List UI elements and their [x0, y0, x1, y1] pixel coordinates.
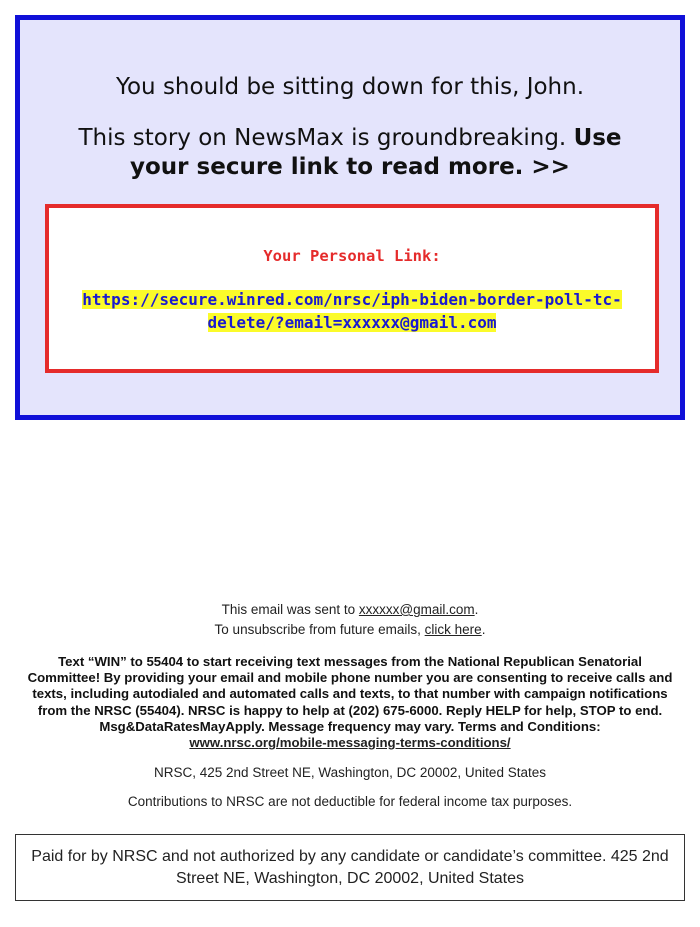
sms-disclaimer-text: Text “WIN” to 55404 to start receiving text messages from the National Republican Senatorial Committee! By providing your email and mobile phone number you are consenting to receive calls and texts, including autodialed and automated calls and texts, to that number with campaign notifications from the NRSC (55404). NRSC is happy to help at (202) 675-6000. Reply HELP for help, STOP to end. Msg&DataRatesMayApply. Message frequency may vary. Terms and Conditions:: [27, 654, 673, 734]
sms-disclaimer: [20, 654, 680, 751]
contributions-notice: Contributions to NRSC are not deductible for federal income tax purposes.: [127, 794, 573, 809]
story-text: [50, 124, 650, 182]
unsubscribe-link[interactable]: click here: [424, 622, 482, 637]
paid-for-text: Paid for by NRSC and not authorized by any candidate or candidate’s committee. 425 2nd Street NE, Washington, DC 20002, United States: [31, 848, 669, 887]
unsubscribe-prefix: To unsubscribe from future emails,: [214, 622, 421, 637]
personal-link-label: Your Personal Link:: [263, 247, 441, 265]
paid-for-box: [15, 834, 685, 901]
sent-to-prefix: This email was sent to: [221, 602, 356, 617]
mailing-address: NRSC, 425 2nd Street NE, Washington, DC 20002, United States: [154, 765, 546, 780]
sent-to-email-link[interactable]: xxxxxx@gmail.com: [358, 602, 475, 617]
sent-notice: [20, 600, 680, 640]
personal-link[interactable]: [71, 288, 633, 334]
story-plain-text: This story on NewsMax is groundbreaking.: [78, 125, 567, 151]
sent-to-line: [20, 600, 680, 620]
unsubscribe-suffix: .: [481, 622, 486, 637]
promo-box: [15, 15, 685, 420]
story-cta-text[interactable]: Use your secure link to read more. >>: [130, 125, 622, 180]
unsubscribe-line: [20, 620, 680, 640]
personal-link-box: [45, 204, 659, 373]
sent-to-suffix: .: [474, 602, 479, 617]
sms-terms-link[interactable]: www.nrsc.org/mobile-messaging-terms-conditions/: [189, 735, 511, 751]
personal-link-url[interactable]: https://secure.winred.com/nrsc/iph-biden-border-poll-tc-delete/?email=xxxxxx@gmail.com: [82, 290, 622, 332]
greeting-text: You should be sitting down for this, John.: [115, 74, 585, 100]
